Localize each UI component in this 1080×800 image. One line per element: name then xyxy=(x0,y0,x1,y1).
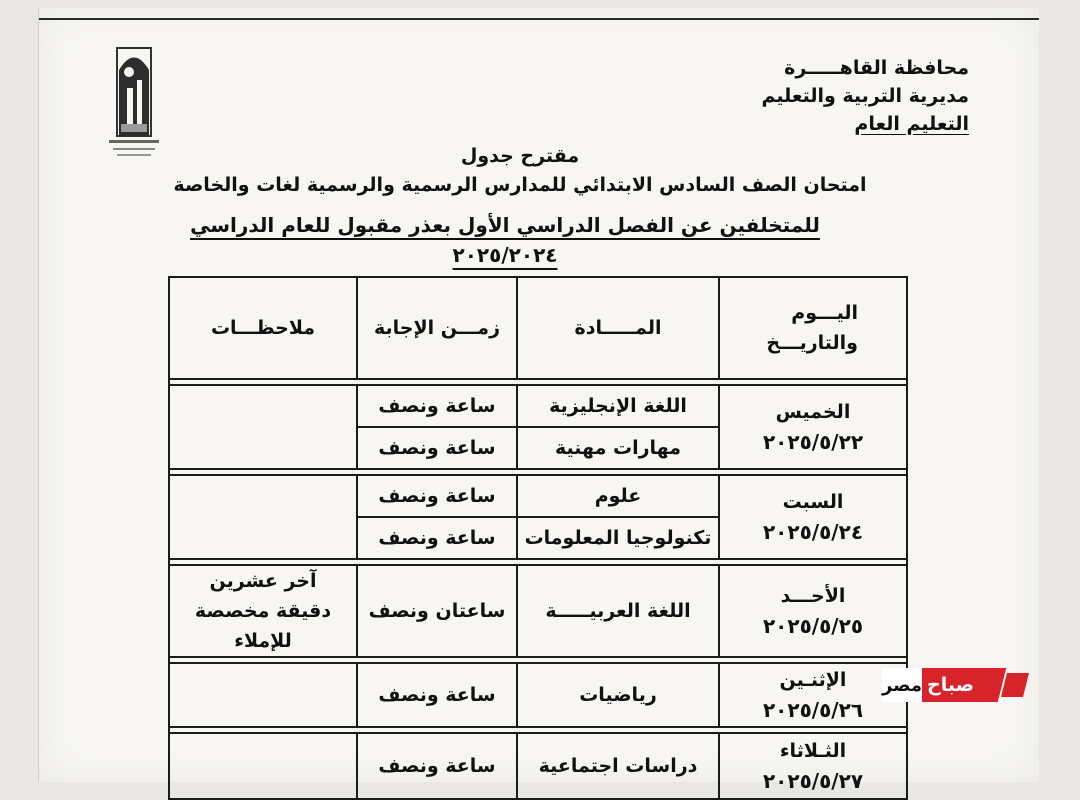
day-name: الثـلاثاء xyxy=(779,740,847,762)
day-cell xyxy=(719,385,907,469)
title-block xyxy=(160,142,880,270)
subject-cell: تكنولوجيا المعلومات xyxy=(517,517,719,559)
notes-cell xyxy=(169,733,357,799)
subject-cell: مهارات مهنية xyxy=(517,427,719,469)
governorate-name: محافظة القاهـــــرة xyxy=(784,57,969,79)
header-day: اليـــوم والتاريـــخ xyxy=(719,277,907,379)
table-row xyxy=(169,663,907,727)
day-name: الإثنـين xyxy=(779,669,847,691)
brand-red-label: صباح xyxy=(894,668,1006,702)
notes-cell xyxy=(169,475,357,559)
time-cell: ساعة ونصف xyxy=(357,385,517,427)
brand-mark-icon xyxy=(1001,673,1029,697)
exam-date: ٢٠٢٥/٥/٢٢ xyxy=(762,430,864,454)
subject-cell: دراسات اجتماعية xyxy=(517,733,719,799)
time-cell: ساعتان ونصف xyxy=(357,565,517,657)
title-exam: امتحان الصف السادس الابتدائي للمدارس الرسمية والرسمية لغات والخاصة xyxy=(173,174,867,196)
department-name: التعليم العام xyxy=(854,113,969,135)
header-time: زمـــن الإجابة xyxy=(357,277,517,379)
day-cell xyxy=(719,565,907,657)
table-header-row xyxy=(169,277,907,379)
exam-date: ٢٠٢٥/٥/٢٦ xyxy=(762,698,864,722)
notes-cell: آخر عشرين دقيقة مخصصة للإملاء xyxy=(169,565,357,657)
crest-icon xyxy=(99,40,169,166)
subject-cell: اللغة الإنجليزية xyxy=(517,385,719,427)
time-cell: ساعة ونصف xyxy=(357,517,517,559)
table-row xyxy=(169,385,907,427)
day-name: الخميس xyxy=(775,401,851,423)
subject-cell: علوم xyxy=(517,475,719,517)
exam-date: ٢٠٢٥/٥/٢٧ xyxy=(762,769,864,793)
table-row xyxy=(169,733,907,799)
table-row xyxy=(169,475,907,517)
table-row xyxy=(169,565,907,657)
notes-cell xyxy=(169,663,357,727)
time-cell: ساعة ونصف xyxy=(357,475,517,517)
exam-schedule-table xyxy=(168,276,908,800)
header-notes: ملاحظـــات xyxy=(169,277,357,379)
exam-date: ٢٠٢٥/٥/٢٤ xyxy=(762,520,864,544)
subject-cell: اللغة العربيـــــة xyxy=(517,565,719,657)
header-block xyxy=(709,54,969,138)
title-term: للمتخلفين عن الفصل الدراسي الأول بعذر مقبول للعام الدراسي ٢٠٢٥/٢٠٢٤ xyxy=(190,213,820,267)
time-cell: ساعة ونصف xyxy=(357,427,517,469)
time-cell: ساعة ونصف xyxy=(357,663,517,727)
directorate-name: مديرية التربية والتعليم xyxy=(761,85,969,107)
day-name: الأحـــد xyxy=(780,585,846,607)
day-cell xyxy=(719,663,907,727)
header-subject: المـــــادة xyxy=(517,277,719,379)
day-cell xyxy=(719,475,907,559)
title-proposal: مقترح جدول xyxy=(460,145,580,167)
brand-watermark xyxy=(882,668,1026,702)
top-rule xyxy=(39,18,1039,20)
day-cell xyxy=(719,733,907,799)
notes-cell xyxy=(169,385,357,469)
subject-cell: رياضيات xyxy=(517,663,719,727)
time-cell: ساعة ونصف xyxy=(357,733,517,799)
brand-black-label: مصر xyxy=(882,668,922,702)
day-name: السبت xyxy=(782,491,844,513)
exam-date: ٢٠٢٥/٥/٢٥ xyxy=(762,614,864,638)
